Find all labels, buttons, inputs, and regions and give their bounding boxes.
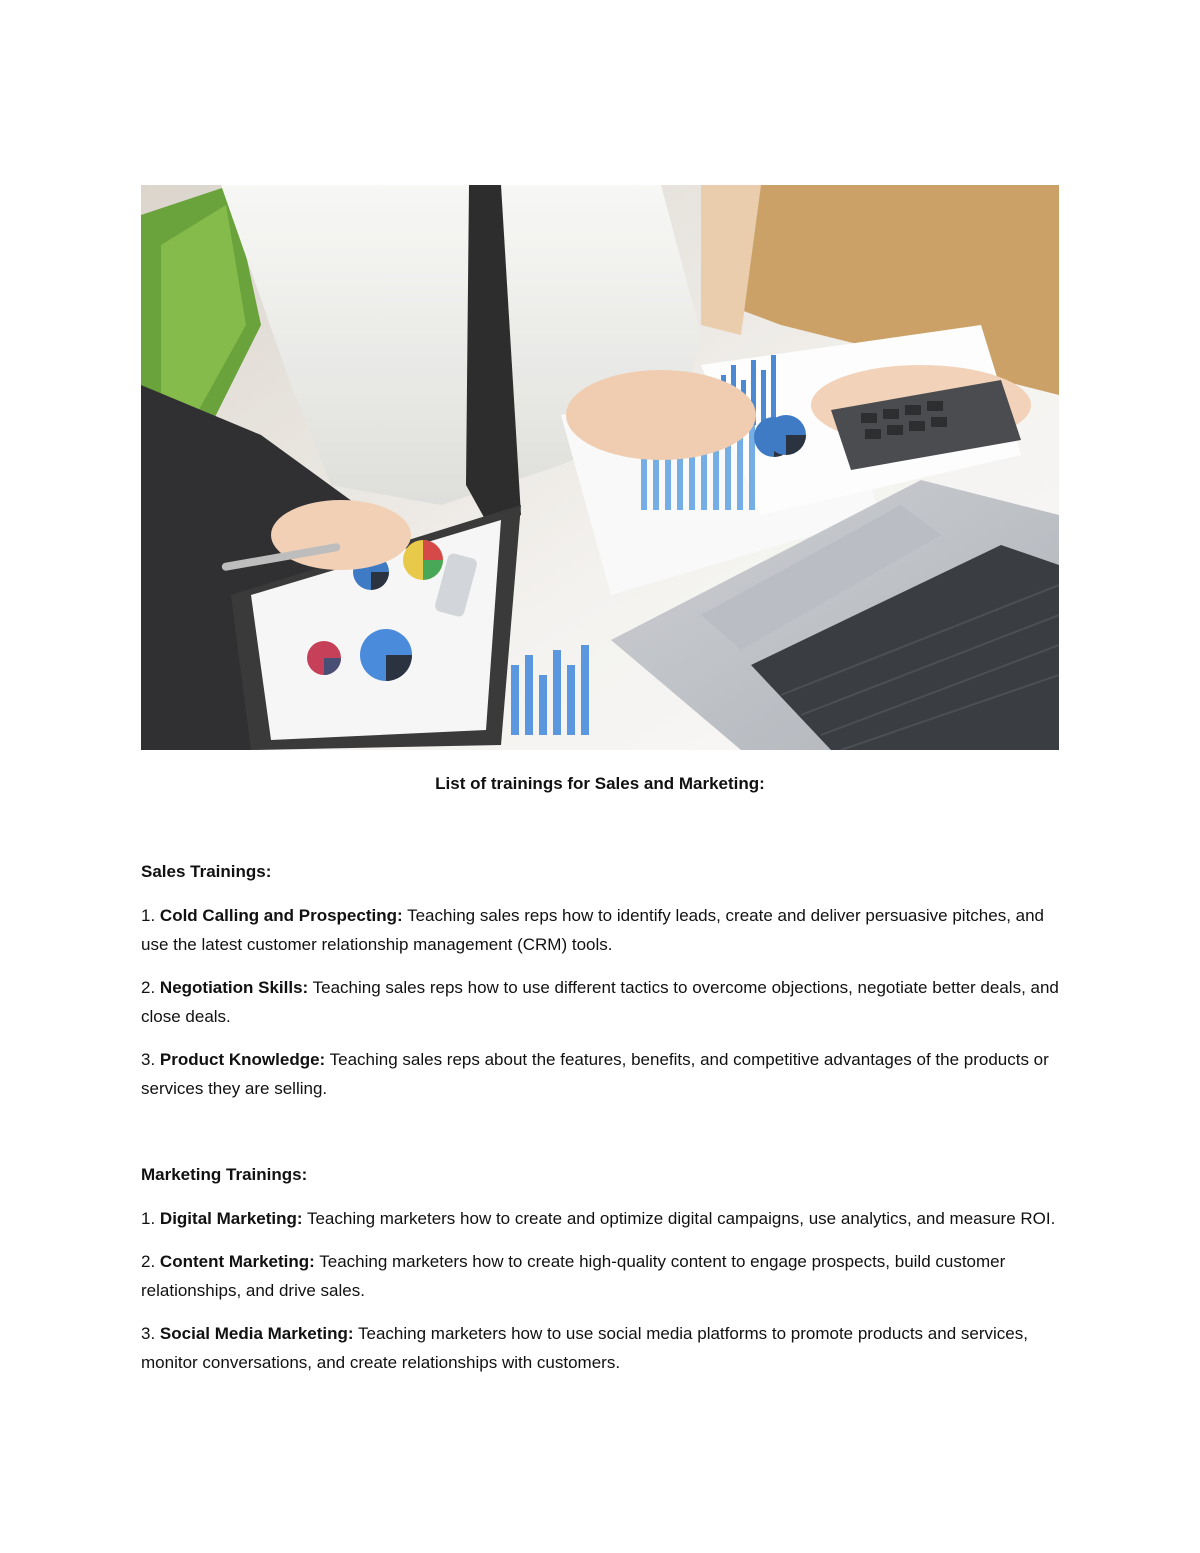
- item-name: Social Media Marketing:: [159, 1324, 354, 1343]
- list-item: [141, 1319, 1059, 1377]
- item-number: 3.: [141, 1324, 156, 1343]
- sales-section: [141, 857, 1059, 1103]
- office-meeting-illustration: [141, 185, 1059, 750]
- list-item: [141, 1045, 1059, 1103]
- item-name: Cold Calling and Prospecting:: [159, 906, 403, 925]
- item-description: Teaching marketers how to use social media platforms to promote products and services, monitor conversations, and create relationships with customers.: [141, 1324, 1028, 1372]
- item-number: 2.: [141, 978, 156, 997]
- header-photo: [141, 185, 1059, 750]
- item-name: Negotiation Skills:: [159, 978, 309, 997]
- item-name: Product Knowledge:: [159, 1050, 326, 1069]
- item-number: 1.: [141, 1209, 156, 1228]
- item-description: Teaching marketers how to create high-quality content to engage prospects, build customer relationships, and drive sales.: [141, 1252, 1006, 1300]
- item-number: 1.: [141, 906, 156, 925]
- list-item: [141, 1247, 1059, 1305]
- marketing-heading: Marketing Trainings:: [141, 1165, 308, 1184]
- item-name: Content Marketing:: [159, 1252, 315, 1271]
- sales-heading: Sales Trainings:: [141, 862, 272, 881]
- item-number: 3.: [141, 1050, 156, 1069]
- list-item: [141, 1204, 1059, 1233]
- item-description: Teaching marketers how to create and optimize digital campaigns, use analytics, and measure ROI.: [306, 1209, 1056, 1228]
- list-item: [141, 901, 1059, 959]
- item-name: Digital Marketing:: [159, 1209, 303, 1228]
- item-description: Teaching sales reps about the features, benefits, and competitive advantages of the products or services they are selling.: [141, 1050, 1049, 1098]
- section-spacer: [141, 1117, 1059, 1160]
- list-item: [141, 973, 1059, 1031]
- item-number: 2.: [141, 1252, 156, 1271]
- marketing-section: [141, 1160, 1059, 1377]
- page-title: List of trainings for Sales and Marketing:: [435, 774, 765, 793]
- item-description: Teaching sales reps how to identify leads, create and deliver persuasive pitches, and use the latest customer relationship management (CRM) tools.: [141, 906, 1045, 954]
- item-description: Teaching sales reps how to use different tactics to overcome objections, negotiate better deals, and close deals.: [141, 978, 1059, 1026]
- trainings-content: [141, 857, 1059, 1391]
